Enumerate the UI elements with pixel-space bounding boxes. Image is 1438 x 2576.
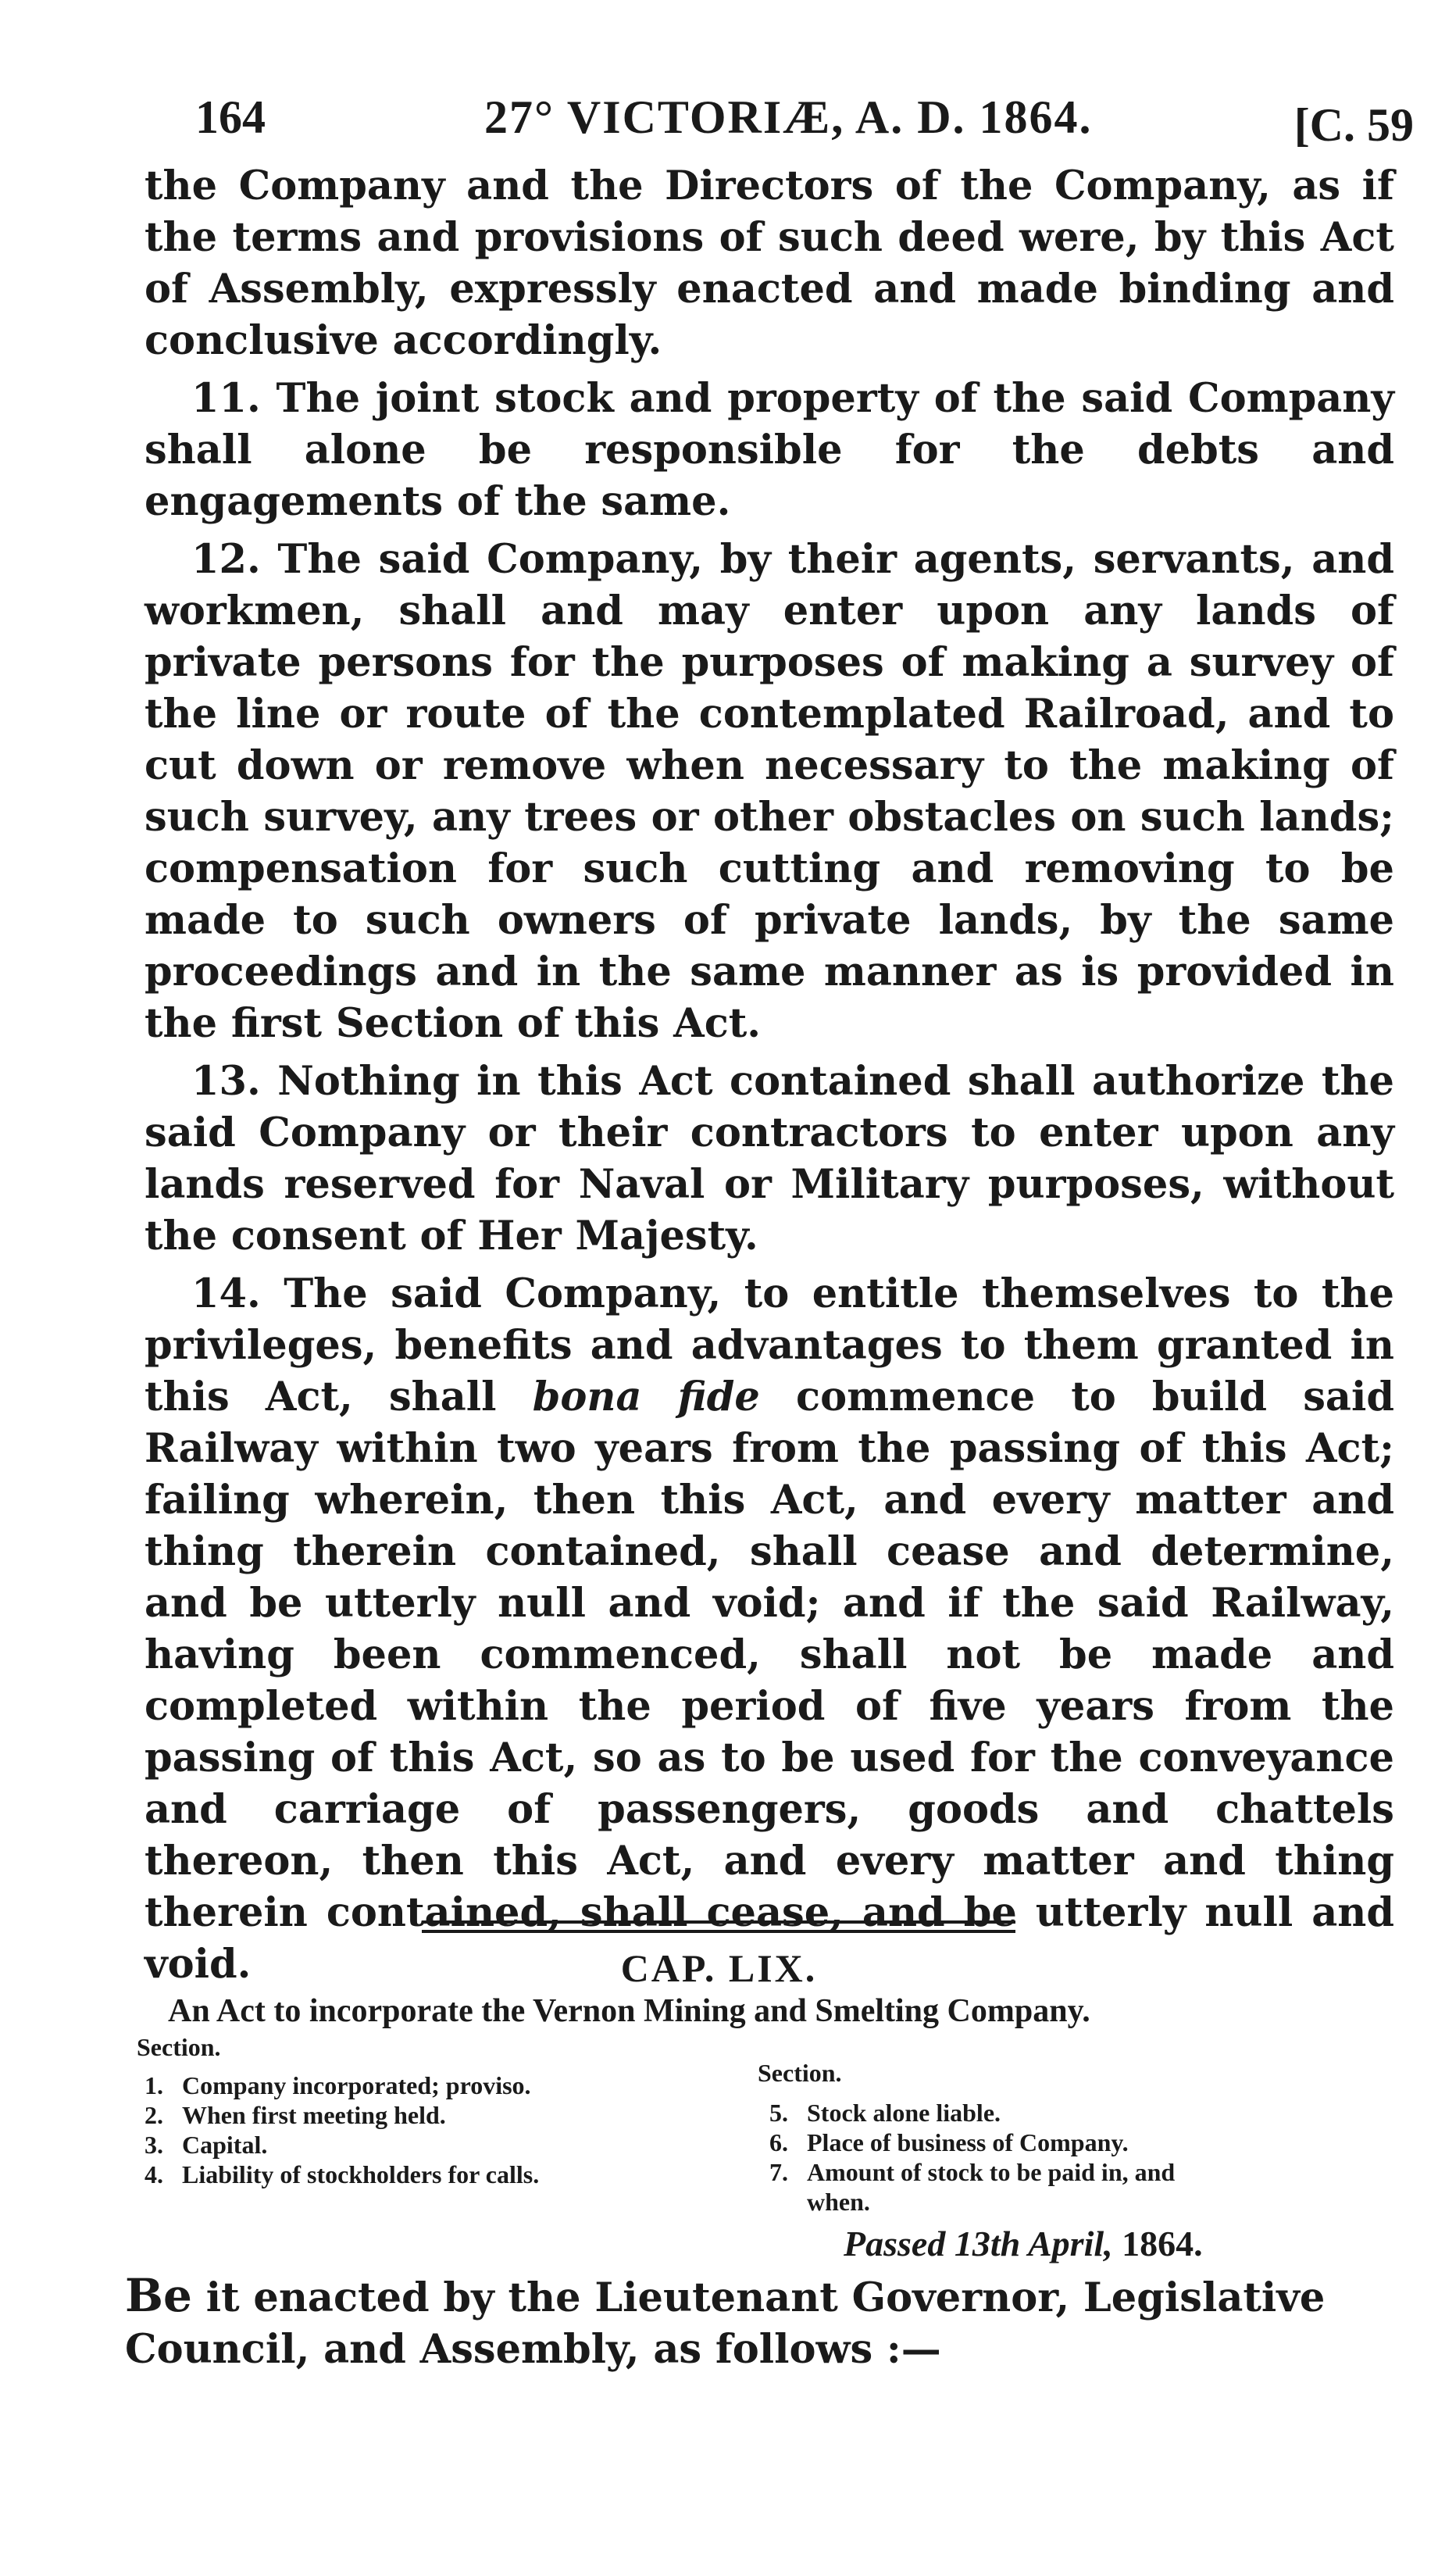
sections-list-left	[145, 2070, 738, 2189]
sections-list-right	[769, 2098, 1363, 2217]
bona-fide-italic: bona fide	[532, 1374, 760, 1420]
passed-label: Passed	[844, 2224, 946, 2263]
enacting-text: it enacted by the Lieutenant Governor, Legislative Council, and Assembly, as follows :—	[125, 2274, 1326, 2373]
enacting-initial: Be	[125, 2269, 192, 2322]
section-13: 13. Nothing in this Act contained shall authorize the said Company or their contractors to enter upon any lands reserved for Naval or Military purposes, without the consent of Her Majesty.	[145, 1058, 1394, 1259]
list-item: 5. Stock alone liable.	[769, 2099, 1001, 2127]
list-item: 3. Capital.	[145, 2131, 268, 2159]
passed-day-month: 13th April,	[954, 2224, 1113, 2263]
passed-date	[844, 2223, 1203, 2264]
running-title: 27° VICTORIÆ, A. D. 1864.	[484, 91, 1093, 143]
section-14-start: 14. The said Company, to entitle themselves to the privileges, benefits and advantages to them granted in this Act, shall	[145, 1270, 1394, 1420]
list-item: 4. Liability of stockholders for calls.	[145, 2160, 540, 2188]
page-header	[195, 74, 1414, 160]
paragraph-continuation: the Company and the Directors of the Company, as if the terms and provisions of such deed were, by this Act of Assembly, expressly enacted and made binding and conclusive accordingly.	[145, 163, 1394, 364]
enacting-clause	[125, 2270, 1343, 2375]
double-rule-divider	[422, 1920, 1015, 1933]
section-12: 12. The said Company, by their agents, servants, and workmen, shall and may enter upon any lands of private persons for the purposes of making a survey of the line or route of the contemplated Railroad, and to cut down or remove when necessary to the making of such survey, any trees or other obstacles on such lands; compensation for such cutting and removing to be made to such owners of private lands, by the same proceedings and in the same manner as is provided in the first Section of this Act.	[145, 536, 1394, 1047]
cap-heading: CAP. LIX.	[620, 1946, 818, 1990]
page-number: 164	[195, 91, 266, 143]
list-item: 6. Place of business of Company.	[769, 2128, 1129, 2156]
passed-year: 1864.	[1122, 2224, 1203, 2263]
act-title: An Act to incorporate the Vernon Mining and Smelting Company.	[168, 1993, 1090, 2029]
section-label-right: Section.	[758, 2059, 842, 2087]
section-14-end: commence to build said Railway within two years from the passing of this Act; failing wherein, then this Act, and every matter and thing therein contained, shall cease and determine, and be utterly null and void; and if the said Railway, having been commenced, shall not be made and completed within the period of five years from the passing of this Act, so as to be used for the conveyance and carriage of passengers, goods and chattels thereon, then this Act, and every matter and thing therein contained, shall cease, and be utterly null and void.	[145, 1374, 1395, 1988]
body-text	[145, 160, 1394, 1996]
list-item: 1. Company incorporated; proviso.	[145, 2071, 531, 2099]
section-14	[145, 1268, 1394, 1990]
list-item: 2. When first meeting held.	[145, 2101, 446, 2129]
section-11: 11. The joint stock and property of the said Company shall alone be responsible for the debts and engagements of the same.	[145, 375, 1394, 525]
list-item: 7. Amount of stock to be paid in, and when.	[769, 2158, 1176, 2216]
chapter-reference: [C. 59	[1293, 99, 1414, 151]
section-label-left: Section.	[137, 2033, 221, 2061]
